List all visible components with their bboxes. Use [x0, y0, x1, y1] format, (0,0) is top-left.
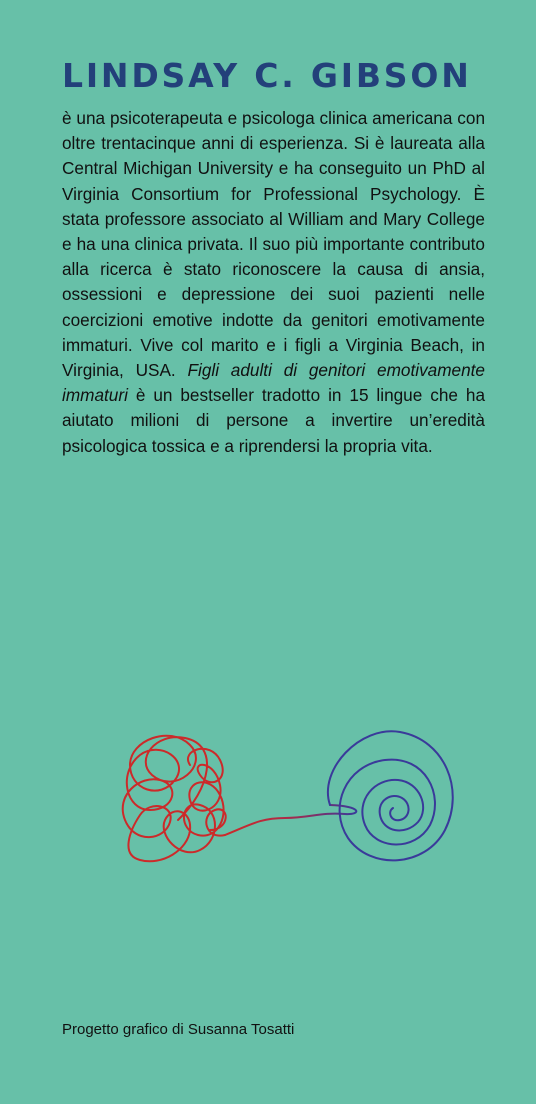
book-title: Figli adulti di genitori emotivamente immaturi — [62, 360, 485, 406]
connecting-line — [225, 805, 356, 835]
tangle-scribble — [123, 736, 226, 862]
author-bio — [62, 106, 485, 459]
author-name: LINDSAY C. GIBSON — [62, 56, 472, 95]
bio-lead-text: è una psicoterapeuta e psicologa clinica americana con oltre trentacinque anni di esperienza. Si è laureata alla Central Michigan University e ha conseguito un PhD al Virginia Consortium for Professional Psychology. È stata professore associato al William and Mary College e ha una clinica privata. Il suo più importante contributo alla ricerca è stato riconoscere la causa di ansia, ossessioni e depressione dei suoi pazienti nelle coercizioni emotive indotte da genitori emotivamente immaturi. Vive col marito e i figli a Virginia Beach, in Virginia, USA. — [62, 108, 485, 381]
design-credit: Progetto grafico di Susanna Tosatti — [62, 1021, 295, 1038]
spiral — [328, 731, 453, 860]
tangle-to-spiral-illustration — [80, 710, 480, 890]
bio-tail-text: è un bestseller tradotto in 15 lingue che ha aiutato milioni di persone a invertire un’eredità psicologica tossica e a riprendersi la propria vita. — [62, 385, 485, 456]
